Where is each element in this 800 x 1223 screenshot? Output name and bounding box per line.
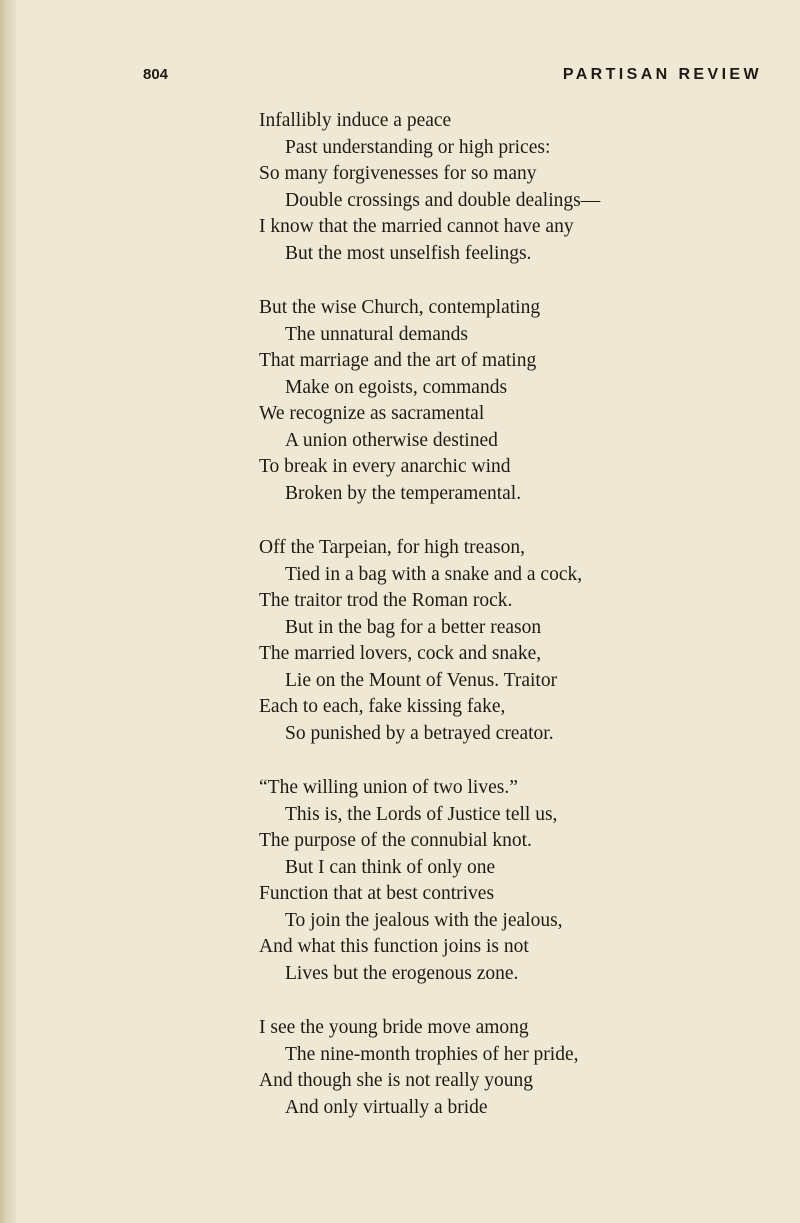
poem-line: We recognize as sacramental <box>259 403 485 424</box>
poem-line: Make on egoists, commands <box>285 376 508 398</box>
poem-line: The unnatural demands <box>285 323 469 345</box>
poem-line: Off the Tarpeian, for high treason, <box>259 537 525 558</box>
poem-line: Function that at best contrives <box>259 883 495 904</box>
poem-line: The traitor trod the Roman rock. <box>259 590 513 611</box>
book-spine-shadow <box>0 0 16 1223</box>
poem-line: A union otherwise destined <box>285 429 498 451</box>
stanza <box>259 775 779 987</box>
poem-line: The nine-month trophies of her pride, <box>285 1043 579 1065</box>
poem-line: To break in every anarchic wind <box>259 456 511 477</box>
poem-line: The purpose of the connubial knot. <box>259 830 532 851</box>
page-number: 804 <box>143 66 169 83</box>
poem-line: Broken by the temperamental. <box>285 482 522 504</box>
poem-line: Lie on the Mount of Venus. Traitor <box>285 669 558 691</box>
poem-line: To join the jealous with the jealous, <box>285 909 563 931</box>
poem-line: Past understanding or high prices: <box>285 136 551 158</box>
poem-line: Tied in a bag with a snake and a cock, <box>285 563 583 585</box>
poem-line: But I can think of only one <box>285 856 496 878</box>
stanza <box>259 535 779 747</box>
poem-line: Double crossings and double dealings— <box>285 189 601 211</box>
poem-line: And only virtually a bride <box>285 1096 488 1118</box>
stanza <box>259 108 779 267</box>
poem-line: And what this function joins is not <box>259 936 529 957</box>
poem-line: I see the young bride move among <box>259 1017 529 1038</box>
poem-line: So punished by a betrayed creator. <box>285 722 554 744</box>
poem-line: But the most unselfish feelings. <box>285 242 532 264</box>
poem-line: The married lovers, cock and snake, <box>259 643 542 664</box>
poem-line: Lives but the erogenous zone. <box>285 962 519 984</box>
poem-line: And though she is not really young <box>259 1070 534 1091</box>
running-head: PARTISAN REVIEW <box>562 66 762 83</box>
poem-body <box>259 108 779 1149</box>
poem-line: “The willing union of two lives.” <box>259 777 518 798</box>
poem-line: So many forgivenesses for so many <box>259 163 537 184</box>
poem-line: That marriage and the art of mating <box>259 350 537 371</box>
poem-line: This is, the Lords of Justice tell us, <box>285 803 558 825</box>
poem-line: Infallibly induce a peace <box>259 110 452 131</box>
poem-line: But the wise Church, contemplating <box>259 297 541 318</box>
stanza <box>259 295 779 507</box>
poem-line: But in the bag for a better reason <box>285 616 542 638</box>
poem-line: Each to each, fake kissing fake, <box>259 696 506 717</box>
stanza <box>259 1015 779 1121</box>
poem-line: I know that the married cannot have any <box>259 216 574 237</box>
